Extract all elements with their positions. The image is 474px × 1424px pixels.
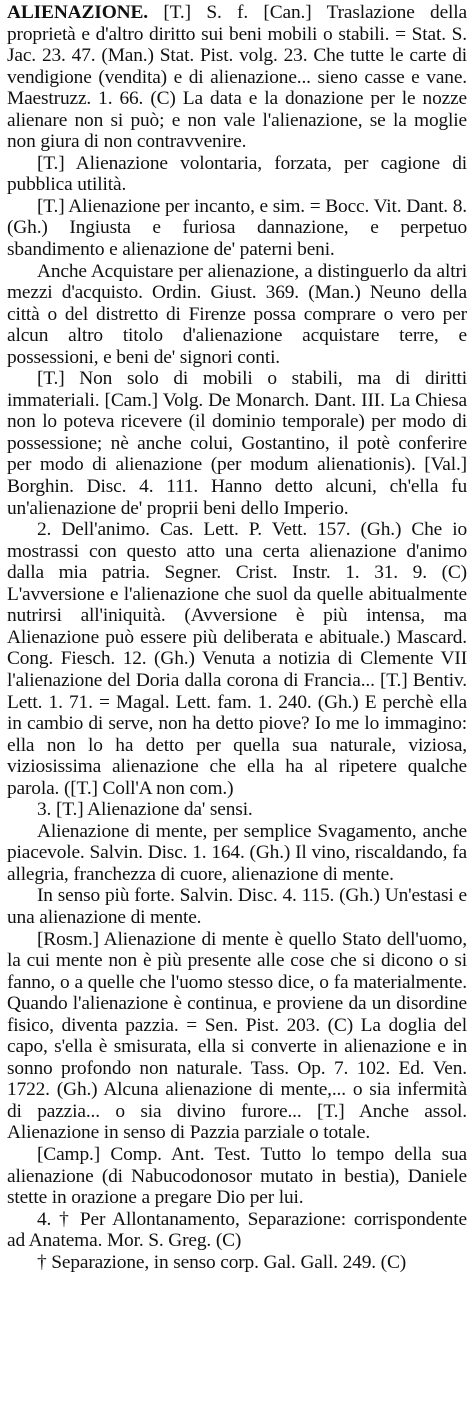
entry-paragraph-sense-1 bbox=[7, 2, 467, 153]
entry-paragraph: [T.] Alienazione volontaria, forzata, per cagione di pubblica utilità. bbox=[7, 152, 467, 196]
paragraph-text: [T.] S. f. [Can.] Traslazione della proprietà e d'altro diritto sui beni mobili o stabili. = Stat. S. Jac. 23. 47. (Man.) Stat. Pist. volg. 23. Che tutte le carte di vendigione (vendita) e di alienazione... sieno casse e vane. Maestruzz. 1. 66. (C) La data e la donazione per le nozze alienare non si può; e non vale l'alienazione, se la moglie non giura di non contravvenire. bbox=[7, 2, 467, 153]
entry-paragraph: [T.] Alienazione per incanto, e sim. = Bocc. Vit. Dant. 8. (Gh.) Ingiusta e furiosa dannazione, e perpetuo sbandimento e alienazione de' paterni beni. bbox=[7, 195, 467, 261]
entry-paragraph: Anche Acquistare per alienazione, a distinguerlo da altri mezzi d'acquisto. Ordin. Giust. 369. (Man.) Neuno della città o del distretto di Firenze possa comprare o vero per alcun altro titolo d'alienazione acquistare terre, e possessioni, e beni de' signori conti. bbox=[7, 260, 467, 368]
entry-paragraph: In senso più forte. Salvin. Disc. 4. 115. (Gh.) Un'estasi e una alienazione di mente. bbox=[7, 885, 467, 928]
entry-paragraph: [T.] Non solo di mobili o stabili, ma di diritti immateriali. [Cam.] Volg. De Monarch. Dant. III. La Chiesa non lo poteva ricevere (il dominio temporale) per modo di possessione; nè anche colui, Gostantino, il potè conferire per modo di alienazione (per modum alienationis). [Val.] Borghin. Disc. 4. 111. Hanno detto alcuni, ch'ella fu un'alienazione de' proprii beni dello Imperio. bbox=[7, 368, 467, 519]
entry-paragraph: [Rosm.] Alienazione di mente è quello Stato dell'uomo, la cui mente non è più presente alle cose che si dicono o si fanno, o a quelle che l'uomo stesso dice, o fa materialmente. Quando l'alienazione è continua, e proviene da un disordine fisico, diventa pazzia. = Sen. Pist. 203. (C) La doglia del capo, s'ella è smisurata, ella si converte in alienazione e in sonno profondo non naturale. Tass. Op. 7. 102. Ed. Ven. 1722. (Gh.) Alcuna alienazione di mente,... o sia infermità di pazzia... o sia divino furore... [T.] Anche assol. Alienazione in senso di Pazzia parziale o totale. bbox=[7, 928, 467, 1144]
entry-paragraph: [Camp.] Comp. Ant. Test. Tutto lo tempo della sua alienazione (di Nabucodonosor mutato in bestia), Daniele stette in orazione a pregare Dio per lui. bbox=[7, 1143, 467, 1209]
entry-paragraph-sense-4: 4. † Per Allontanamento, Separazione: corrispondente ad Anatema. Mor. S. Greg. (C) bbox=[7, 1208, 467, 1252]
entry-paragraph-sense-2: 2. Dell'animo. Cas. Lett. P. Vett. 157. (Gh.) Che io mostrassi con questo atto una certa alienazione d'animo dalla mia patria. Segner. Crist. Instr. 1. 31. 9. (C) L'avversione e l'alienazione che suol da quelle abitualmente nutrirsi all'iniquità. (Avversione è più intensa, ma Alienazione può essere più deliberata e abituale.) Mascard. Cong. Fiesch. 12. (Gh.) Venuta a notizia di Clemente VII l'alienazione del Doria dalla corona di Francia... [T.] Bentiv. Lett. 1. 71. = Magal. Lett. fam. 1. 240. (Gh.) E perchè ella in cambio di serve, non ha detto piove? Io me lo immagino: ella non lo ha detto per quella sua naturale, viziosa, viziosissima alienazione che ella ha al ripetere qualche parola. ([T.] Coll'A non com.) bbox=[7, 519, 467, 799]
entry-paragraph: † Separazione, in senso corp. Gal. Gall. 249. (C) bbox=[37, 1251, 407, 1273]
headword: ALIENAZIONE. bbox=[7, 2, 148, 23]
entry-paragraph-sense-3: 3. [T.] Alienazione da' sensi. bbox=[37, 799, 253, 821]
entry-paragraph: Alienazione di mente, per semplice Svagamento, anche piacevole. Salvin. Disc. 1. 164. (Gh.) Il vino, riscaldando, fa allegria, franchezza di cuore, alienazione di mente. bbox=[7, 820, 467, 885]
